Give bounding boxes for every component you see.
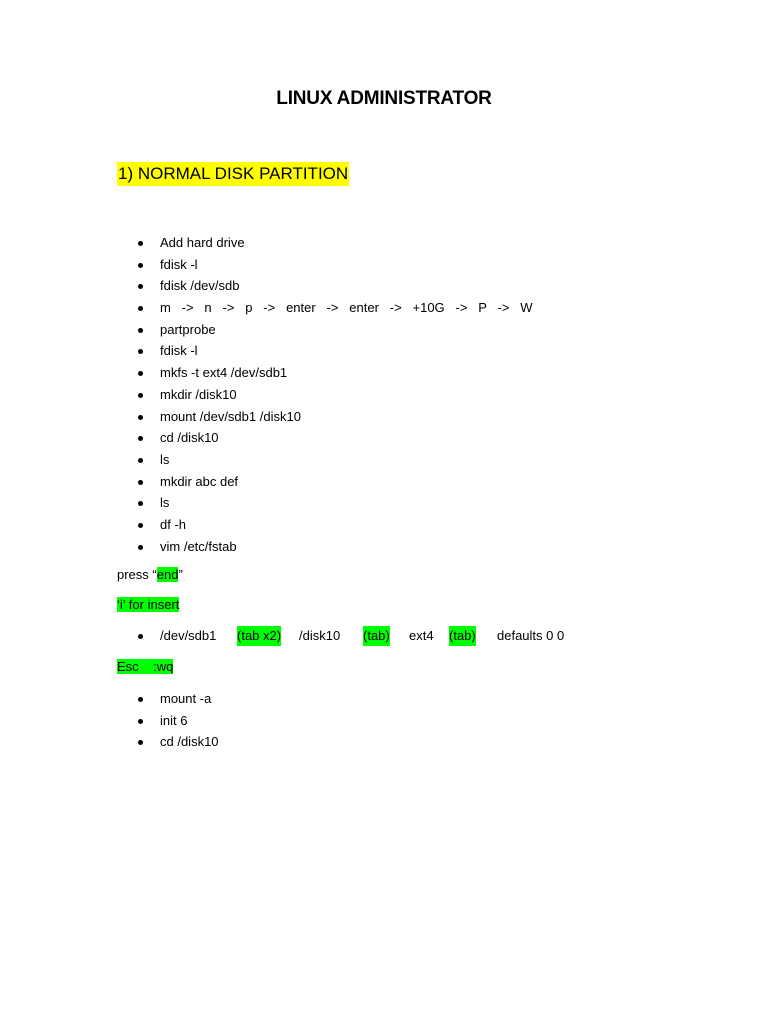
bullet-icon <box>138 393 143 398</box>
step-text: partprobe <box>160 321 216 337</box>
bullet-icon <box>138 349 143 354</box>
bullet-icon <box>138 371 143 376</box>
fstab-options: defaults 0 0 <box>497 628 565 643</box>
list-item <box>118 362 533 384</box>
step-text: fdisk -l <box>160 343 198 359</box>
step-text: fdisk /dev/sdb <box>160 278 240 294</box>
bullet-icon <box>138 263 143 268</box>
press-key: end <box>156 567 179 582</box>
page-title: LINUX ADMINISTRATOR <box>276 88 492 109</box>
list-item <box>118 427 533 449</box>
bullet-icon <box>138 545 143 550</box>
step-text: mkfs -t ext4 /dev/sdb1 <box>160 365 288 381</box>
press-suffix: ” <box>178 567 183 582</box>
insert-note: ‘i’ for insert <box>117 597 180 612</box>
bullet-icon <box>138 740 143 745</box>
bullet-icon <box>138 458 143 463</box>
list-item <box>118 232 533 254</box>
list-item <box>118 319 533 341</box>
section-heading: 1) NORMAL DISK PARTITION <box>117 162 349 186</box>
fstab-fs-type: ext4 <box>409 628 434 643</box>
step-text: Add hard drive <box>160 235 245 250</box>
list-item <box>118 688 219 710</box>
bullet-icon <box>138 415 143 420</box>
list-item <box>118 449 533 471</box>
bullet-icon <box>138 501 143 506</box>
fstab-device: /dev/sdb1 <box>160 628 217 643</box>
step-text: ls <box>160 495 170 511</box>
list-item <box>118 340 533 362</box>
list-item <box>118 536 533 558</box>
step-text: mkdir /disk10 <box>160 386 237 402</box>
fstab-tab-2: (tab) <box>363 626 390 646</box>
final-steps-list <box>118 688 219 753</box>
list-item <box>118 254 533 276</box>
bullet-icon <box>138 284 143 289</box>
bullet-icon <box>138 480 143 485</box>
press-prefix: press “ <box>117 567 157 582</box>
bullet-icon <box>138 697 143 702</box>
step-text: mount /dev/sdb1 /disk10 <box>160 408 301 424</box>
list-item <box>118 514 533 536</box>
bullet-icon <box>138 241 143 246</box>
step-text: mount -a <box>160 691 212 706</box>
step-text: vim /etc/fstab <box>160 538 237 554</box>
bullet-icon <box>138 523 143 528</box>
list-item <box>118 471 533 493</box>
step-text: ls <box>160 451 170 467</box>
insert-instruction <box>117 596 179 614</box>
fstab-tab-3: (tab) <box>449 626 476 646</box>
step-text: fdisk -l <box>160 256 198 272</box>
step-text: cd /disk10 <box>160 734 219 750</box>
list-item <box>118 731 219 753</box>
list-item <box>118 492 533 514</box>
esc-note: Esc :wq <box>117 659 174 674</box>
bullet-icon <box>138 328 143 333</box>
step-text: df -h <box>160 516 187 532</box>
list-item <box>118 384 533 406</box>
step-text: mkdir abc def <box>160 473 239 489</box>
esc-instruction <box>117 658 173 676</box>
step-text: cd /disk10 <box>160 430 219 446</box>
bullet-icon <box>138 719 143 724</box>
list-item <box>118 710 219 732</box>
fstab-tab-1: (tab x2) <box>237 626 281 646</box>
list-item <box>118 297 533 319</box>
bullet-icon <box>138 634 143 639</box>
list-item <box>118 406 533 428</box>
press-end-instruction <box>117 566 183 584</box>
list-item <box>118 275 533 297</box>
bullet-icon <box>138 306 143 311</box>
fstab-mount-point: /disk10 <box>299 628 341 643</box>
step-text: init 6 <box>160 712 188 728</box>
steps-list <box>118 232 533 557</box>
bullet-icon <box>138 436 143 441</box>
step-text: m -> n -> p -> enter -> enter -> +10G -> P -> W <box>160 300 533 316</box>
fstab-entry <box>118 626 678 646</box>
